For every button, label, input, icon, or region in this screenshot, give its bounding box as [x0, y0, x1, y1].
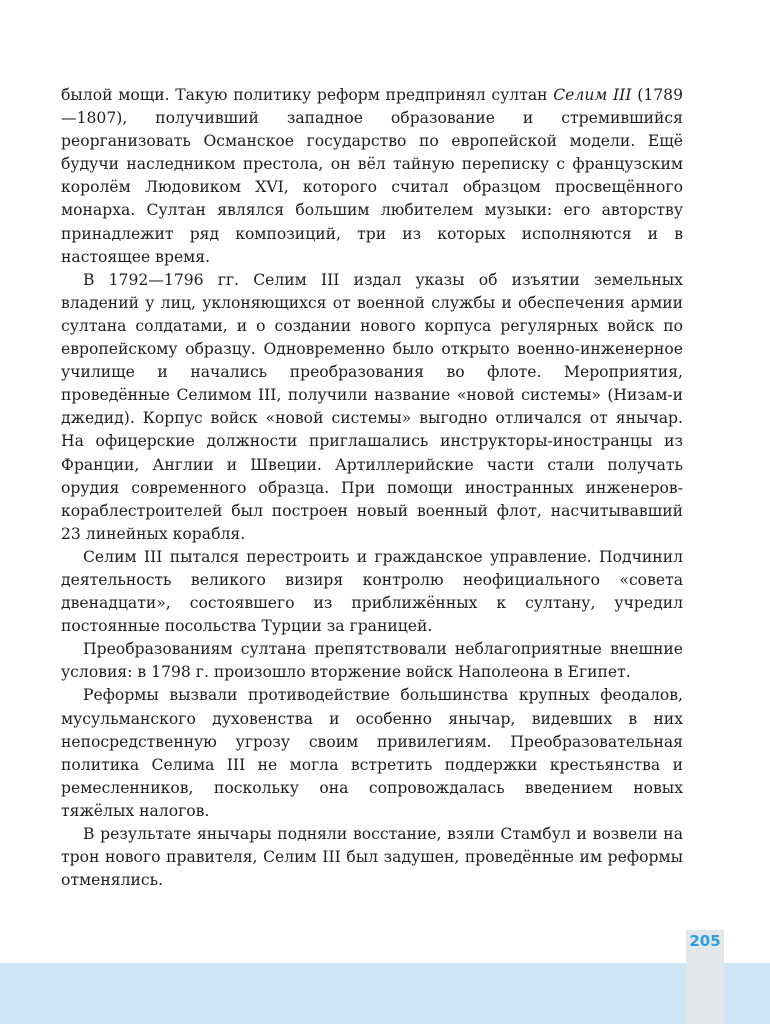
- paragraph-text: былой мощи. Такую политику реформ предпринял султан: [61, 86, 554, 104]
- page-number: 205: [689, 932, 721, 950]
- bottom-color-band: [0, 963, 770, 1024]
- paragraph-selim-intro: [61, 84, 683, 269]
- paragraph-new-system: В 1792—1796 гг. Селим III издал указы об изъятии земельных владений у лиц, уклоняющихся от военной службы и обеспечения армии султана солдатами, и о создании нового корпуса регулярных войск по европейскому образцу. Одновременно было открыто военно-инженерное училище и начались преобразования во флоте. Мероприятия, проведённые Селимом III, получили название «новой системы» (Низам-и джедид). Корпус войск «новой системы» выгодно отличался от янычар. На офицерские должности приглашались инструкторы-иностранцы из Франции, Англии и Швеции. Артиллерийские части стали получать орудия современного образца. При помощи иностранных инженеров-кораблестроителей был построен новый военный флот, насчитывавший 23 линейных корабля.: [61, 270, 683, 543]
- paragraph-civil-administration: Селим III пытался перестроить и гражданское управление. Подчинил деятельность великого визиря контролю неофициального «совета двенадцати», состоявшего из приближённых к султану, учредил постоянные посольства Турции за границей.: [61, 547, 683, 636]
- page-body-text: [61, 84, 683, 892]
- paragraph-external-conditions: Преобразованиям султана препятствовали неблагоприятные внешние условия: в 1798 г. произошло вторжение войск Наполеона в Египет.: [61, 640, 683, 682]
- paragraph-opposition: Реформы вызвали противодействие большинства крупных феодалов, мусульманского духовенства и особенно янычар, видевших в них непосредственную угрозу своим привилегиям. Преобразовательная политика Селима III не могла встретить поддержки крестьянства и ремесленников, поскольку она сопровождалась введением новых тяжёлых налогов.: [61, 686, 683, 820]
- paragraph-text: (1789—1807), получивший западное образование и стремившийся реорганизовать Османское государство по европейской модели. Ещё будучи наследником престола, он вёл тайную переписку с французским королём Людовиком XVI, которого считал образцом просвещённого монарха. Султан являлся большим любителем музыки: его авторству принадлежит ряд композиций, три из которых исполняются и в настоящее время.: [61, 86, 683, 266]
- paragraph-uprising: В результате янычары подняли восстание, взяли Стамбул и возвели на трон нового правителя, Селим III был задушен, проведённые им реформы отменялись.: [61, 825, 683, 890]
- sultan-name-italic: Селим III: [553, 86, 632, 104]
